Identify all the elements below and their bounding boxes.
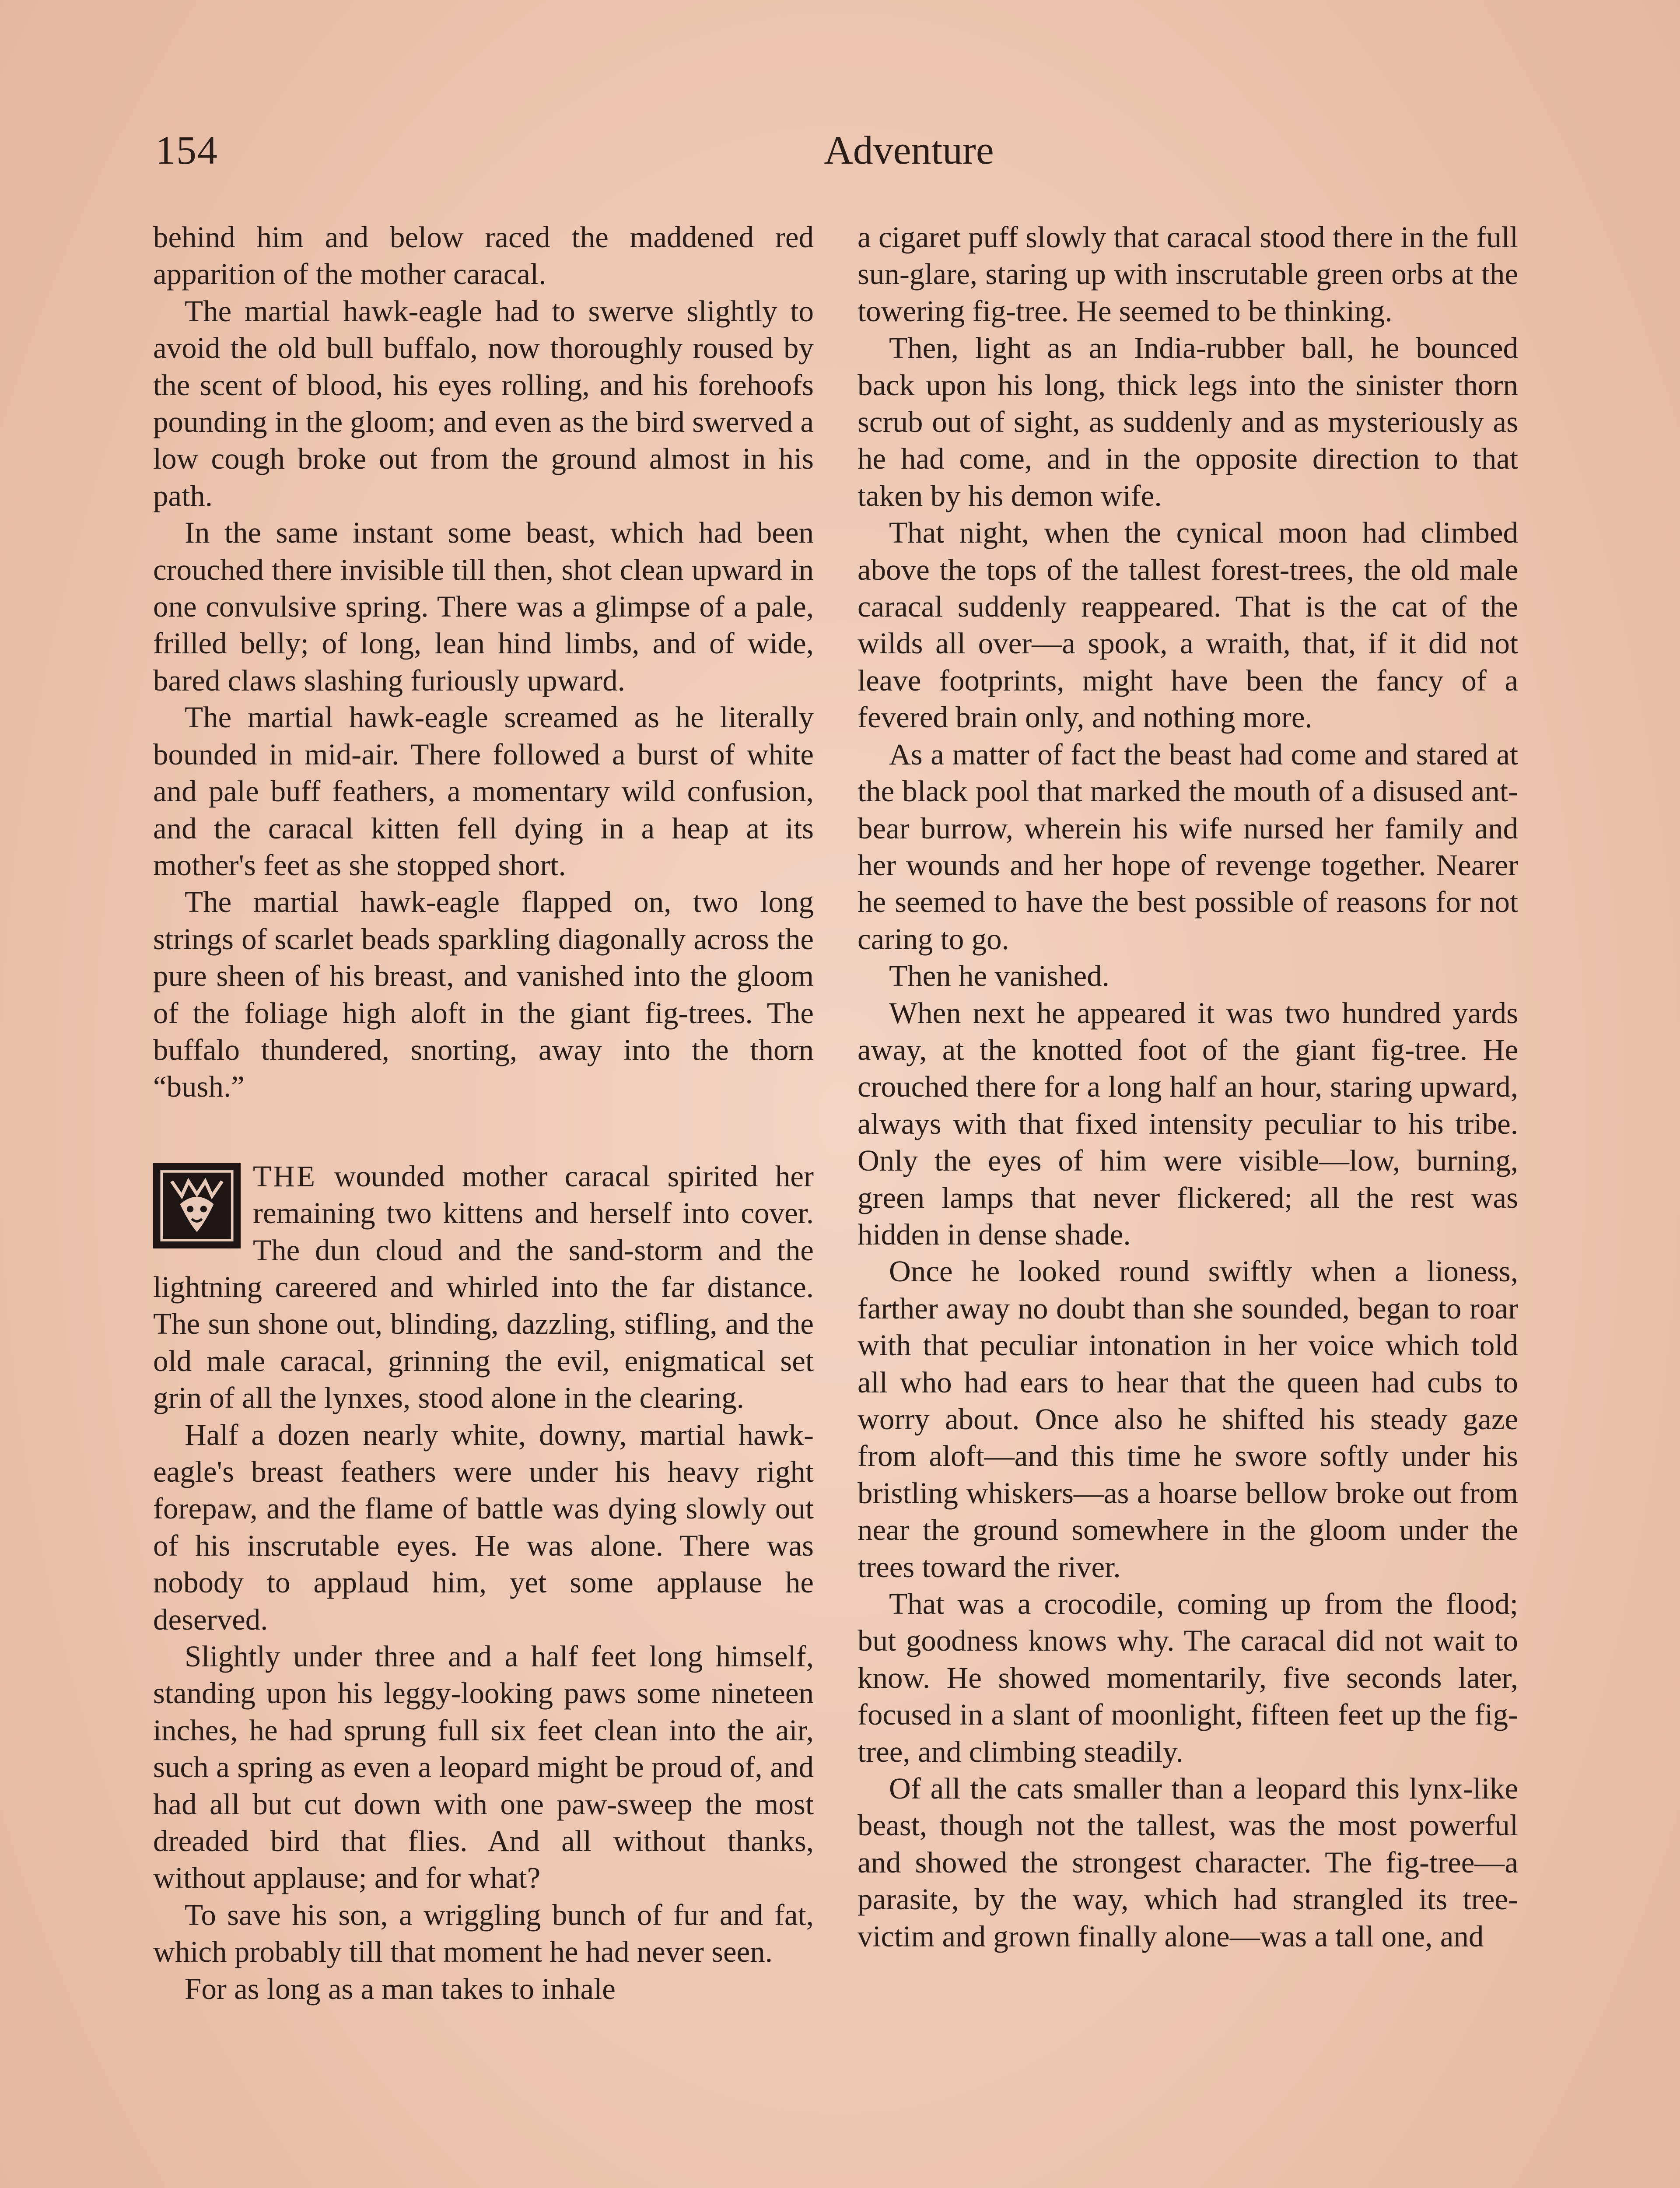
paragraph: Slightly under three and a half feet long himself, standing upon his leggy-looking paws some nineteen inches, he had sprung full six feet clean into the air, such a spring as even a leopard might be proud of, and had all but cut down with one paw-sweep the most dreaded bird that flies. And all without thanks, without applause; and for what? (153, 1640, 814, 1895)
paragraph: That night, when the cynical moon had climbed above the tops of the tallest forest-trees, the old male caracal suddenly reappeared. That is the cat of the wilds all over—a spook, a wraith, that, if it did not leave footprints, might have been the fancy of a fevered brain only, and nothing more. (858, 516, 1518, 734)
paragraph: The martial hawk-eagle had to swerve slightly to avoid the old bull buffalo, now thoroughly roused by the scent of blood, his eyes rolling, and his forehoofs pounding in the gloom; and even as the bird swerved a low cough broke out from the ground almost in his path. (153, 294, 814, 512)
paragraph: For as long as a man takes to inhale (185, 1972, 616, 2006)
running-title: Adventure (824, 128, 994, 172)
page-number: 154 (155, 128, 218, 172)
paragraph: Half a dozen nearly white, downy, martial hawk-eagle's breast feathers were under his heavy right forepaw, and the flame of battle was dying slowly out of his inscrutable eyes. He was alone. There was nobody to applaud him, yet some applause he deserved. (153, 1418, 814, 1636)
paragraph: behind him and below raced the maddened red apparition of the mother caracal. (153, 221, 814, 291)
section-break (153, 1105, 814, 1158)
paragraph (153, 1158, 814, 1417)
paragraph: The martial hawk-eagle flapped on, two long strings of scarlet beads sparkling diagonally across the pure sheen of his breast, and vanished into the gloom of the foliage high aloft in the giant fig-trees. The buffalo thundered, snorting, away into the thorn “bush.” (153, 885, 814, 1104)
paragraph: In the same instant some beast, which had been crouched there invisible till then, shot clean upward in one convulsive spring. There was a glimpse of a pale, frilled belly; of long, lean hind limbs, and of wide, bared claws slashing furiously upward. (153, 516, 814, 697)
paragraph: Of all the cats smaller than a leopard this lynx-like beast, though not the tallest, was the most powerful and showed the strongest character. The fig-tree—a parasite, by the way, which had strangled its tree-victim and grown finally alone—was a tall one, and (858, 1772, 1518, 1953)
paragraph: Then, light as an India-rubber ball, he bounced back upon his long, thick legs into the sinister thorn scrub out of sight, as suddenly and as mysteriously as he had come, and in the opposite direction to that taken by his demon wife. (858, 331, 1518, 512)
decorative-initial-icon (153, 1163, 241, 1248)
page-header (155, 123, 1531, 193)
section-opening (153, 1158, 814, 1417)
right-column (858, 219, 1518, 1955)
paragraph: a cigaret puff slowly that caracal stood there in the full sun-glare, staring up with inscrutable green orbs at the towering fig-tree. He seemed to be thinking. (858, 221, 1518, 328)
paragraph: Once he looked round swiftly when a lioness, farther away no doubt than she sounded, began to roar with that peculiar intonation in her voice which told all who had ears to hear that the queen had cubs to worry about. Once also he shifted his steady gaze from aloft—and this time he swore softly under his bristling whiskers—as a hoarse bellow broke out from near the ground somewhere in the gloom under the trees toward the river. (858, 1255, 1518, 1584)
paragraph: As a matter of fact the beast had come and stared at the black pool that marked the mouth of a disused ant-bear burrow, wherein his wife nursed her family and her wounds and her hope of revenge together. Nearer he seemed to have the best possible of reasons for not caring to go. (858, 737, 1518, 956)
paragraph: To save his son, a wriggling bunch of fur and fat, which probably till that moment he had never seen. (153, 1898, 814, 1969)
paragraph: The martial hawk-eagle screamed as he literally bounded in mid-air. There followed a burst of white and pale buff feathers, a momentary wild confusion, and the caracal kitten fell dying in a heap at its mother's feet as she stopped short. (153, 701, 814, 882)
opening-word: THE (253, 1159, 317, 1193)
paragraph: When next he appeared it was two hundred yards away, at the knotted foot of the giant fig-tree. He crouched there for a long half an hour, staring upward, always with that fixed intensity peculiar to his tribe. Only the eyes of him were visible—low, burning, green lamps that never flickered; all the rest was hidden in dense shade. (858, 996, 1518, 1251)
paragraph-text: wounded mother caracal spirited her remaining two kittens and herself into cover. The dun cloud and the sand-storm and the lightning careered and whirled into the far distance. The sun shone out, blinding, dazzling, stifling, and the old male caracal, grinning the evil, enigmatical set grin of all the lynxes, stood alone in the clearing. (153, 1159, 814, 1415)
left-column (153, 219, 814, 2007)
paragraph: That was a crocodile, coming up from the flood; but goodness knows why. The caracal did not wait to know. He showed momentarily, five seconds later, focused in a slant of moonlight, fifteen feet up the fig-tree, and climbing steadily. (858, 1587, 1518, 1768)
paragraph: Then he vanished. (889, 959, 1110, 993)
